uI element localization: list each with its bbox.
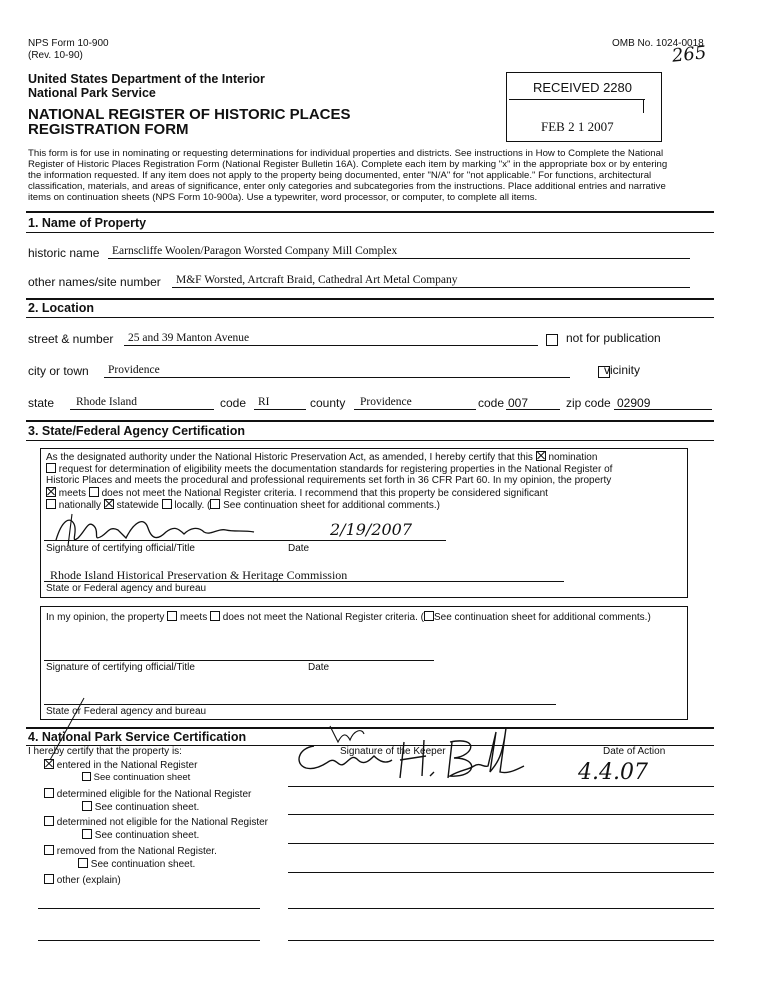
form-revision: (Rev. 10-90) (28, 50, 83, 61)
option-not-eligible-continuation (82, 829, 199, 842)
received-stamp-date: FEB 2 1 2007 (541, 119, 614, 134)
zip-label: zip code (566, 396, 611, 410)
entered-continuation-checkbox[interactable] (82, 772, 91, 781)
cert-text-2: request for determination of eligibility meets the documentation standards for registering properties in the National Register of (58, 464, 613, 475)
locally-label: locally. ( (174, 500, 211, 511)
date-label: Date (288, 543, 310, 554)
request-determination-checkbox[interactable] (46, 463, 56, 473)
opinion-line (46, 611, 651, 624)
removed-label: removed from the National Register. (56, 846, 217, 857)
intro-line-3: the information requested. If any item does not apply to the property being documented, enter "N/A" for "not applicable." For functions, architectural (28, 170, 652, 181)
meets-label: meets (58, 488, 87, 499)
agency2-label: State or Federal agency and bureau (46, 706, 207, 717)
intro-line-4: classification, materials, and areas of significance, enter only categories and subcategories from the instructions. Place additional entries and narrative (28, 181, 666, 192)
intro-line-5: items on continuation sheets (NPS Form 10-900a). Use a typewriter, word processor, or computer, to complete all items. (28, 192, 538, 203)
removed-continuation-label: See continuation sheet. (90, 859, 196, 870)
received-stamp-label: RECEIVED 2280 (533, 80, 632, 95)
certify-text: I hereby certify that the property is: (28, 746, 182, 757)
statewide-checkbox[interactable] (104, 499, 114, 509)
opinion-does-not-meet-checkbox[interactable] (210, 611, 220, 621)
opinion-meets-checkbox[interactable] (167, 611, 177, 621)
option-removed-continuation (78, 858, 195, 871)
city-label: city or town (28, 364, 89, 378)
opinion-text-a: In my opinion, the property (46, 612, 165, 623)
cert-paragraph-line-1 (46, 451, 597, 464)
option-eligible-continuation (82, 801, 199, 814)
department-name: United States Department of the Interior (28, 72, 265, 86)
keeper-label: Signature of the Keeper (340, 746, 446, 757)
omb-handwritten-note: 265 (670, 42, 708, 67)
county-code-label: code (478, 396, 505, 410)
other-names-label: other names/site number (28, 275, 161, 289)
not-eligible-continuation-checkbox[interactable] (82, 829, 92, 839)
intro-line-1: This form is for use in nominating or requesting determinations for individual properties and districts. See instructions in How to Complete the National (28, 148, 664, 159)
other-names-value[interactable]: M&F Worsted, Artcraft Braid, Cathedral Art Metal Company (176, 274, 458, 286)
state-signature-date: 2/19/2007 (330, 520, 413, 539)
opinion-meets-label: meets (179, 612, 208, 623)
state-code-value[interactable]: RI (258, 396, 270, 408)
cert-text-3: Historic Places and meets the procedural and professional requirements set forth in 36 CFR Part 60. In my opinion, the property (46, 475, 612, 486)
pen-stroke-mark (44, 694, 94, 764)
not-for-publication-label: not for publication (566, 331, 661, 345)
nomination-label: nomination (548, 452, 598, 463)
city-value[interactable]: Providence (108, 364, 160, 376)
nomination-checkbox[interactable] (536, 451, 546, 461)
not-eligible-label: determined not eligible for the National Register (56, 817, 269, 828)
section-2-heading: 2. Location (28, 301, 94, 315)
date-of-action-label: Date of Action (603, 746, 666, 757)
form-subtitle: REGISTRATION FORM (28, 121, 189, 138)
not-eligible-continuation-label: See continuation sheet. (94, 830, 200, 841)
does-not-meet-checkbox[interactable] (89, 487, 99, 497)
other-checkbox[interactable] (44, 874, 54, 884)
county-code-value[interactable]: 007 (508, 396, 529, 410)
date2-label: Date (308, 662, 330, 673)
agency-value[interactable]: Rhode Island Historical Preservation & Heritage Commission (50, 568, 348, 582)
removed-checkbox[interactable] (44, 845, 54, 855)
section-1-heading: 1. Name of Property (28, 216, 147, 230)
continuation-text: See continuation sheet for additional comments.) (223, 500, 440, 511)
not-for-publication-checkbox[interactable] (546, 334, 558, 346)
other-label: other (explain) (56, 875, 121, 886)
cert-paragraph-line-4 (46, 487, 548, 500)
entered-label: entered in the National Register (56, 760, 198, 771)
meets-checkbox[interactable] (46, 487, 56, 497)
intro-line-2: Register of Historic Places Registration Form (National Register Bulletin 16A). Complete each item by marking "x" in the appropriate box or by entering (28, 159, 668, 170)
agency-label: State or Federal agency and bureau (46, 583, 207, 594)
opinion-text-c: does not meet the National Register criteria. ( (222, 612, 424, 623)
historic-name-label: historic name (28, 246, 100, 260)
cert-text-1: As the designated authority under the National Historic Preservation Act, as amended, I hereby certify that this (46, 452, 533, 463)
option-other (44, 874, 121, 887)
vicinity-label: vicinity (604, 363, 641, 377)
street-value[interactable]: 25 and 39 Manton Avenue (128, 332, 250, 344)
state-code-label: code (220, 396, 247, 410)
county-label: county (310, 396, 346, 410)
service-name: National Park Service (28, 86, 156, 100)
option-removed (44, 845, 217, 858)
nationally-checkbox[interactable] (46, 499, 56, 509)
option-entered-continuation (82, 772, 190, 784)
historic-name-value[interactable]: Earnscliffe Woolen/Paragon Worsted Company Mill Complex (112, 245, 398, 257)
locally-checkbox[interactable] (162, 499, 172, 509)
opinion-text-d: See continuation sheet for additional comments.) (433, 612, 651, 623)
continuation-sheet-checkbox[interactable] (210, 499, 220, 509)
eligible-continuation-label: See continuation sheet. (94, 802, 200, 813)
section-3-heading: 3. State/Federal Agency Certification (28, 424, 245, 438)
form-number: NPS Form 10-900 (28, 38, 109, 49)
entered-continuation-label: See continuation sheet (93, 772, 191, 783)
nationally-label: nationally (58, 500, 102, 511)
eligible-label: determined eligible for the National Register (56, 789, 252, 800)
zip-value[interactable]: 02909 (617, 396, 651, 410)
opinion-continuation-checkbox[interactable] (424, 611, 434, 621)
not-eligible-checkbox[interactable] (44, 816, 54, 826)
section-4-heading: 4. National Park Service Certification (28, 730, 247, 744)
street-label: street & number (28, 332, 114, 346)
county-value[interactable]: Providence (360, 396, 412, 408)
removed-continuation-checkbox[interactable] (78, 858, 88, 868)
option-eligible (44, 788, 251, 801)
omb-number: OMB No. 1024-0018 (612, 38, 704, 49)
statewide-label: statewide (116, 500, 159, 511)
signature-label: Signature of certifying official/Title (46, 543, 195, 554)
eligible-continuation-checkbox[interactable] (82, 801, 92, 811)
state-label: state (28, 396, 55, 410)
state-value[interactable]: Rhode Island (76, 396, 138, 408)
form-title: NATIONAL REGISTER OF HISTORIC PLACES (28, 106, 351, 123)
option-not-eligible (44, 816, 268, 829)
cert-paragraph-line-2 (46, 463, 612, 476)
signature2-label: Signature of certifying official/Title (46, 662, 195, 673)
keeper-signature (284, 720, 534, 790)
received-stamp (506, 72, 662, 142)
cert-text-4: does not meet the National Register criteria. I recommend that this property be considered significant (101, 488, 548, 499)
eligible-checkbox[interactable] (44, 788, 54, 798)
date-of-action-value: 4.4.07 (578, 760, 648, 785)
